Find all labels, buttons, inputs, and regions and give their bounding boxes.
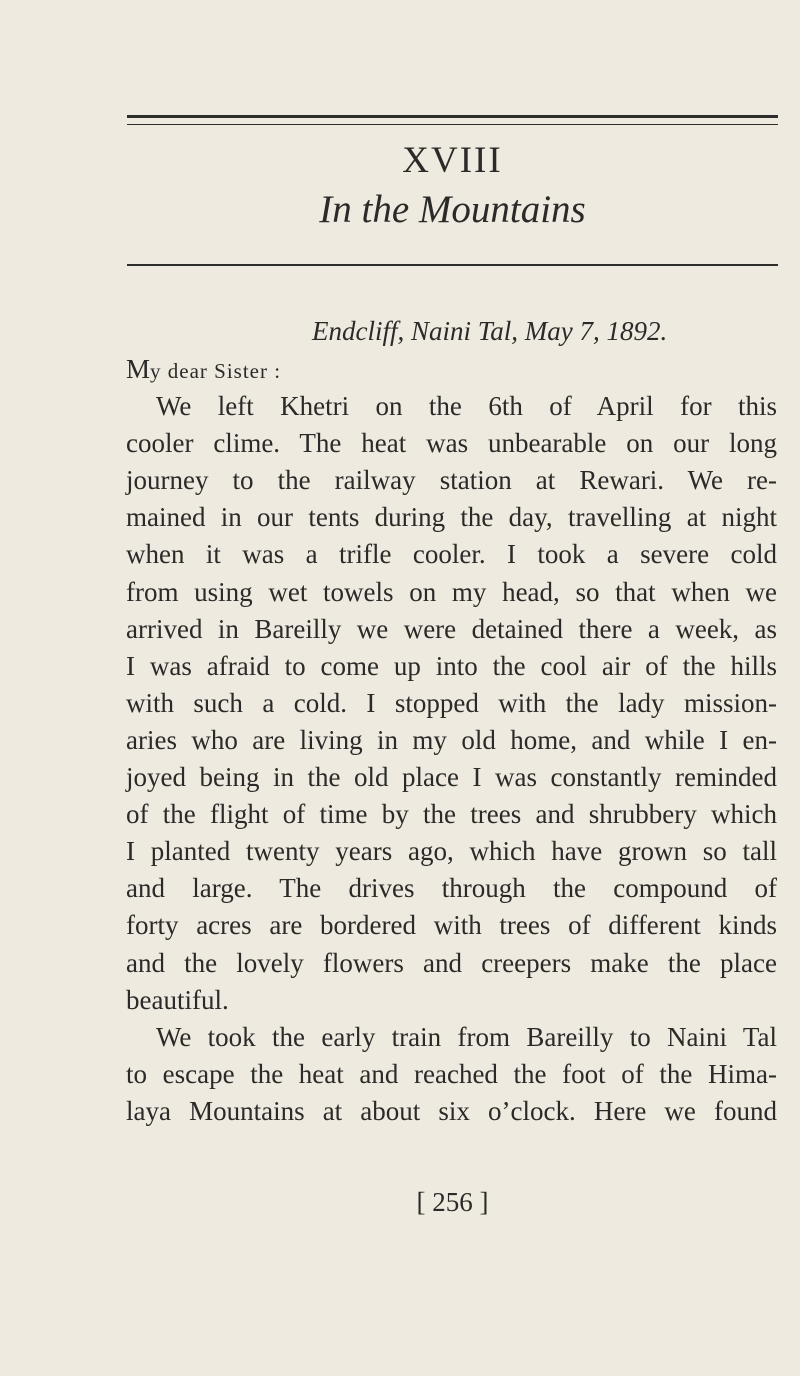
- letter-dateline: Endcliff, Naini Tal, May 7, 1892.: [312, 316, 668, 346]
- body-line: beautiful.: [126, 984, 229, 1015]
- body-line: arrived in Bareilly we were detained there a week, as: [126, 613, 777, 644]
- body-line: We took the early train from Bareilly to Naini Tal: [156, 1021, 777, 1052]
- top-rule-thin: [127, 124, 778, 125]
- body-line: and the lovely flowers and creepers make the place: [126, 947, 777, 978]
- body-line: mained in our tents during the day, travelling at night: [126, 502, 777, 533]
- body-line: to escape the heat and reached the foot of the Hima-: [126, 1058, 777, 1089]
- page-number: [ 256 ]: [416, 1187, 489, 1217]
- letter-salutation: [126, 351, 281, 389]
- body-line: from using wet towels on my head, so that when we: [126, 576, 777, 607]
- salutation-small-caps: y dear Sister :: [150, 359, 282, 383]
- body-line: with such a cold. I stopped with the lady mission-: [126, 687, 777, 718]
- body-line: I planted twenty years ago, which have grown so tall: [126, 836, 777, 867]
- body-line: journey to the railway station at Rewari. We re-: [126, 465, 777, 496]
- title-rule: [127, 264, 778, 266]
- body-line: of the flight of time by the trees and shrubbery which: [126, 799, 777, 830]
- body-line: We left Khetri on the 6th of April for this: [156, 391, 777, 421]
- body-line: aries who are living in my old home, and while I en-: [126, 724, 777, 755]
- top-rule-thick: [127, 115, 778, 118]
- body-line: when it was a trifle cooler. I took a severe cold: [126, 539, 777, 570]
- salutation-initial: M: [126, 354, 151, 384]
- body-line: joyed being in the old place I was constantly reminded: [126, 762, 777, 792]
- body-line: forty acres are bordered with trees of different kinds: [126, 910, 777, 941]
- body-line: laya Mountains at about six o’clock. Here we found: [126, 1095, 777, 1126]
- chapter-number: XVIII: [402, 140, 503, 181]
- body-line: cooler clime. The heat was unbearable on our long: [126, 428, 777, 459]
- body-line: I was afraid to come up into the cool air of the hills: [126, 650, 777, 681]
- chapter-title: In the Mountains: [319, 188, 586, 231]
- body-line: and large. The drives through the compound of: [126, 873, 777, 904]
